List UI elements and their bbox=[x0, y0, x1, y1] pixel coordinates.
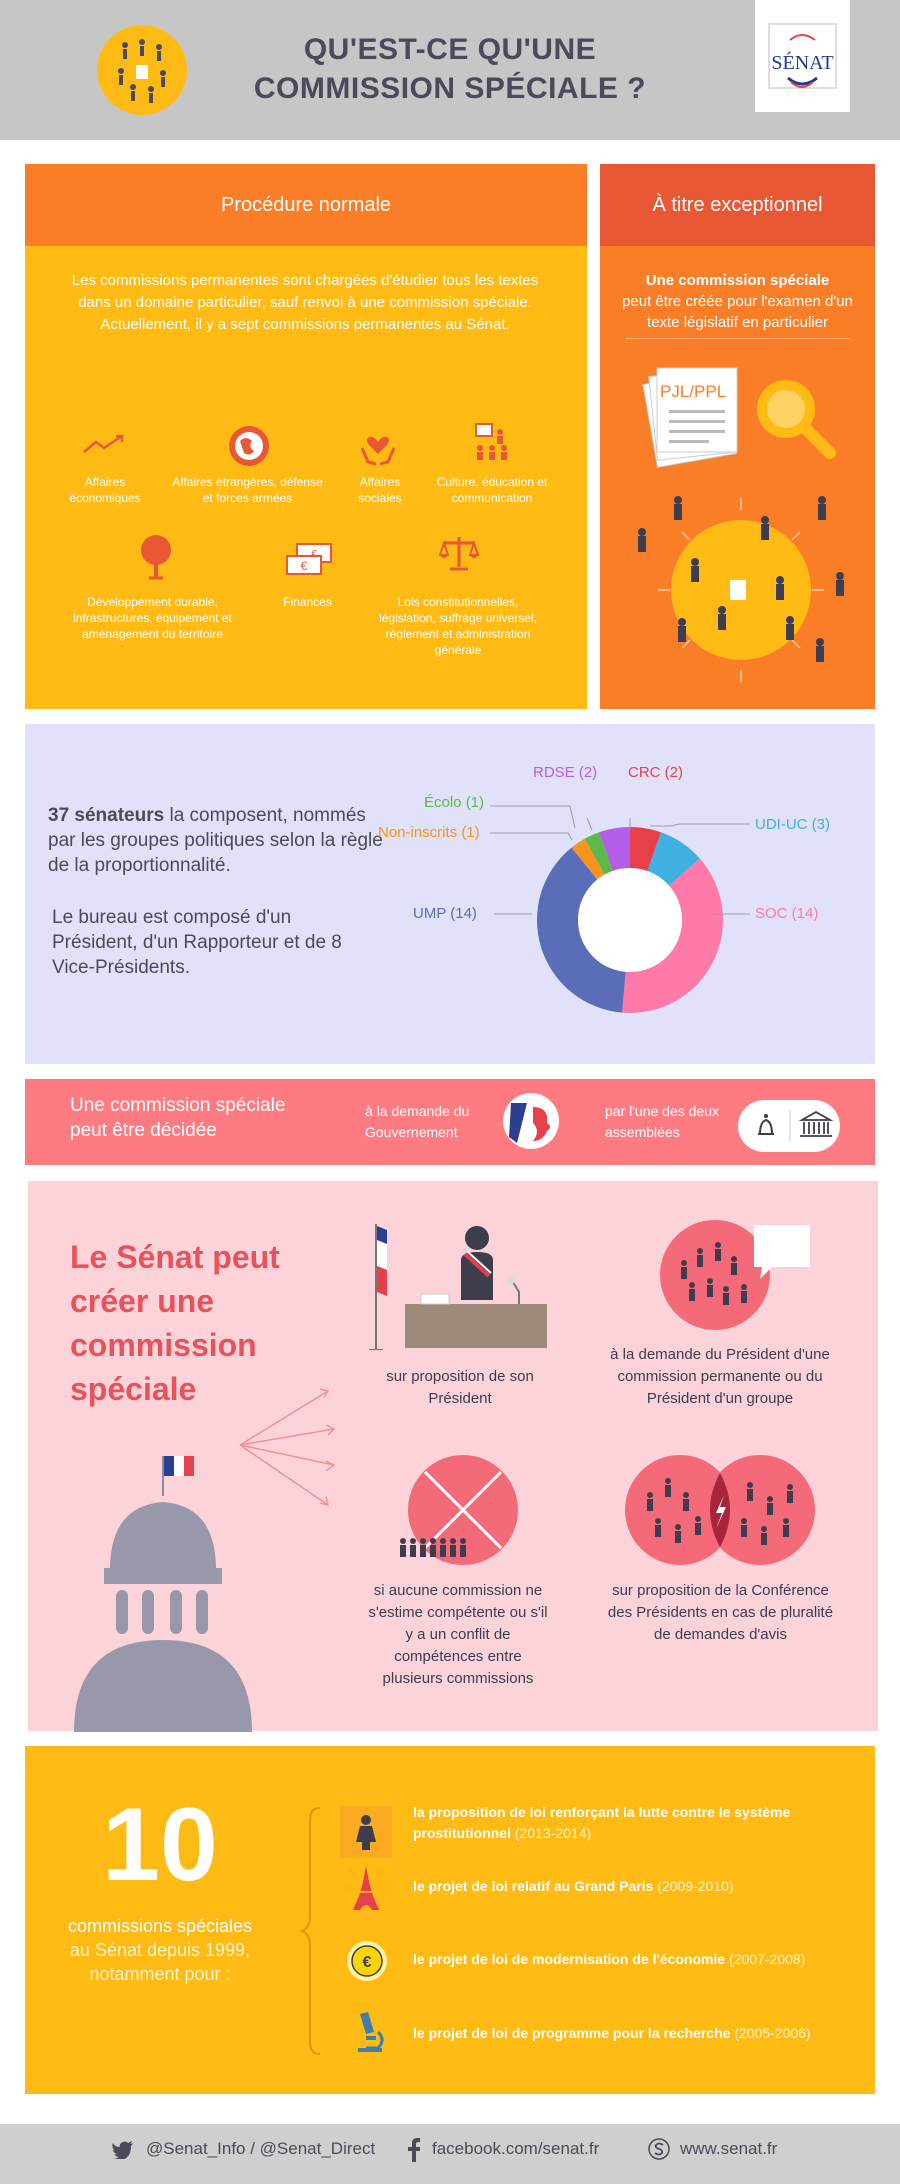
law-years: (2007-2008) bbox=[729, 1951, 806, 1967]
chart-label-udi: UDI-UC (3) bbox=[755, 816, 830, 833]
exceptional-heading: À titre exceptionnel bbox=[600, 164, 875, 246]
conflict-groups-icon bbox=[620, 1455, 820, 1570]
twitter-link[interactable]: @Senat_Info / @Senat_Direct bbox=[146, 2139, 376, 2158]
composition-text bbox=[48, 803, 388, 878]
documents-icon bbox=[635, 360, 755, 470]
twitter-icon[interactable] bbox=[112, 2141, 134, 2159]
magnifier-icon bbox=[752, 375, 842, 465]
law-title: la proposition de loi renforçant la lutte contre le système prostitutionnel bbox=[413, 1804, 791, 1841]
option-commission-president: à la demande du Président d'une commission permanente ou du Président d'un groupe bbox=[610, 1346, 830, 1407]
doc-label: PJL/PPL bbox=[660, 382, 727, 401]
website-link[interactable]: www.senat.fr bbox=[680, 2139, 778, 2158]
eiffel-tower-icon bbox=[345, 1862, 387, 1912]
people-group-icon bbox=[97, 25, 187, 115]
group-speech-icon bbox=[660, 1215, 820, 1335]
option-conference: sur proposition de la Conférence des Présidents en cas de pluralité de demandes d'avis bbox=[607, 1582, 834, 1643]
chart-label-ecolo: Écolo (1) bbox=[424, 794, 485, 811]
svg-text:€: € bbox=[362, 1954, 372, 1971]
marianne-icon bbox=[503, 1093, 559, 1149]
senate-heading: Le Sénat peut créer une commission spéciale bbox=[70, 1239, 280, 1407]
law-item bbox=[413, 2023, 853, 2044]
composition-desc: la composent, nommés par les groupes politiques selon la règle de la proportionnalité. bbox=[48, 805, 383, 876]
senat-logo bbox=[755, 0, 850, 112]
committee-label: Affaires étrangères, défense et forces armées bbox=[172, 475, 323, 505]
government-text: à la demande du Gouvernement bbox=[365, 1103, 470, 1140]
committee-label: Affaires économiques bbox=[69, 475, 141, 505]
title-line-1: QU'EST-CE QU'UNE bbox=[303, 33, 597, 66]
brace bbox=[300, 1806, 324, 2056]
normal-procedure-heading: Procédure normale bbox=[25, 164, 587, 246]
chart-label-crc: CRC (2) bbox=[628, 764, 683, 781]
law-title: le projet de loi de programme pour la recherche bbox=[413, 2025, 731, 2041]
president-podium-icon bbox=[365, 1220, 550, 1350]
law-item bbox=[413, 1949, 853, 1970]
senate-building-icon bbox=[70, 1450, 260, 1732]
exceptional-bold: Une commission spéciale bbox=[645, 272, 830, 289]
law-years: (2005-2006) bbox=[734, 2025, 811, 2041]
svg-text:€: € bbox=[311, 549, 317, 560]
law-title: le projet de loi de modernisation de l'économie bbox=[413, 1951, 726, 1967]
leader-lines bbox=[400, 760, 860, 960]
committee-label: Affaires sociales bbox=[358, 475, 402, 505]
scales-icon bbox=[438, 533, 480, 573]
banknotes-icon bbox=[283, 542, 335, 576]
audience-icon bbox=[470, 422, 514, 462]
page-title bbox=[220, 30, 680, 108]
law-item bbox=[413, 1876, 853, 1897]
law-years: (2009-2010) bbox=[657, 1878, 734, 1894]
option-president: sur proposition de son Président bbox=[386, 1368, 534, 1407]
trend-icon bbox=[82, 432, 126, 458]
chart-label-rdse: RDSE (2) bbox=[533, 764, 598, 781]
decision-text: Une commission spéciale peut être décidée bbox=[70, 1095, 286, 1141]
tree-icon bbox=[135, 532, 177, 580]
exceptional-desc: peut être créée pour l'examen d'un texte législatif en particulier bbox=[622, 293, 853, 331]
count-caption bbox=[55, 1914, 265, 1986]
title-line-2: COMMISSION SPÉCIALE ? bbox=[253, 72, 647, 105]
count-caption-line1: commissions spéciales bbox=[67, 1916, 253, 1936]
committee-label: Culture, éducation et communication bbox=[436, 475, 548, 505]
law-title: le projet de loi relatif au Grand Paris bbox=[413, 1878, 654, 1894]
count-caption-line2: au Sénat depuis 1999, notamment pour : bbox=[69, 1940, 251, 1984]
woman-icon bbox=[340, 1806, 392, 1858]
bureau-text: Le bureau est composé d'un Président, d'un Rapporteur et de 8 Vice-Présidents. bbox=[52, 907, 342, 978]
exceptional-text bbox=[610, 270, 865, 333]
law-years: (2013-2014) bbox=[514, 1825, 592, 1841]
facebook-link[interactable]: facebook.com/senat.fr bbox=[432, 2139, 600, 2158]
euro-icon bbox=[346, 1940, 388, 1982]
law-item bbox=[413, 1802, 853, 1844]
chart-label-soc: SOC (14) bbox=[755, 905, 819, 922]
committee-label: Finances bbox=[283, 595, 332, 609]
chart-label-ni: Non-inscrits (1) bbox=[378, 824, 480, 841]
logo-text: SÉNAT bbox=[771, 52, 834, 74]
chart-label-ump: UMP (14) bbox=[413, 905, 477, 922]
commission-count: 10 bbox=[102, 1787, 218, 1903]
assemblies-text: par l'une des deux assemblées bbox=[605, 1103, 719, 1140]
assemblies-icon bbox=[738, 1100, 840, 1152]
senators-count: 37 sénateurs bbox=[48, 805, 165, 826]
facebook-icon[interactable] bbox=[407, 2138, 421, 2162]
microscope-icon bbox=[352, 2010, 388, 2054]
committee-members-icon bbox=[630, 480, 855, 690]
committee-label: Lois constitutionnelles, législation, suffrage universel, règlement et administration générale bbox=[379, 595, 537, 657]
normal-procedure-text: Les commissions permanentes sont chargées d'étudier tous les textes dans un domaine particulier, sauf renvoi à une commission spéciale. Actuellement, il y a sept commissions permanentes au Sénat. bbox=[71, 272, 539, 333]
globe-icon bbox=[228, 425, 270, 467]
option-no-competence: si aucune commission ne s'estime compétente ou s'il y a un conflit de compétences entre plusieurs commissions bbox=[368, 1582, 548, 1687]
divider bbox=[625, 338, 850, 339]
senat-s-icon[interactable] bbox=[648, 2138, 670, 2160]
hands-heart-icon bbox=[358, 428, 398, 468]
committee-label: Développement durable, infrastructures, équipement et aménagement du territoire bbox=[73, 595, 232, 641]
no-competence-icon bbox=[395, 1455, 520, 1570]
svg-text:€: € bbox=[300, 559, 308, 573]
